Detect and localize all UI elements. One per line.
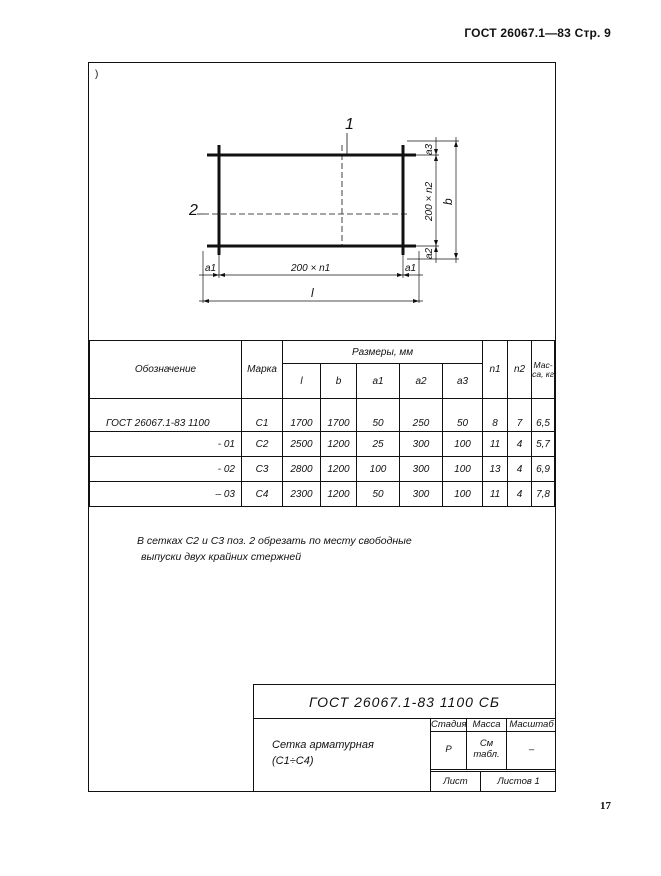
mass-label: Масса <box>467 718 507 732</box>
header-l: l <box>283 364 321 399</box>
table-row: - 01 С2 2500 1200 25 300 100 11 4 5,7 <box>90 432 555 457</box>
header-n1: n1 <box>483 341 508 399</box>
note <box>137 533 537 565</box>
page-number: 17 <box>600 800 611 812</box>
header-a1: a1 <box>357 364 400 399</box>
header-a3: a3 <box>443 364 483 399</box>
callout-1: 1 <box>345 116 354 133</box>
spec-table <box>89 340 555 507</box>
dim-a1-right: a1 <box>405 263 417 274</box>
corner-mark: ) <box>95 69 99 80</box>
table-row: - 02 С3 2800 1200 100 300 100 13 4 6,9 <box>90 457 555 482</box>
mass-value: См табл. <box>467 732 507 770</box>
drawing-frame <box>88 62 556 792</box>
dim-200n1: 200 × n1 <box>291 263 331 274</box>
header-mark: Марка <box>242 341 283 399</box>
title-divider <box>430 771 555 772</box>
document-name: Сетка арматурная (С1÷С4) <box>272 739 374 767</box>
table-row: ГОСТ 26067.1-83 1100 С1 1700 1700 50 250 50 8 7 6,5 <box>90 399 555 432</box>
note-line-1: В сетках С2 и С3 поз. 2 обрезать по месту свободные <box>137 535 412 547</box>
header-n2: n2 <box>508 341 532 399</box>
dim-a1-left: a1 <box>205 263 217 274</box>
dim-b: b <box>441 198 455 205</box>
callout-2: 2 <box>189 202 198 219</box>
header-b: b <box>321 364 357 399</box>
sheet-label: Лист <box>431 772 481 792</box>
dim-200n2: 200 × n2 <box>424 181 435 221</box>
scale-label: Масштаб <box>507 718 556 732</box>
header-mass: Мас-са, кг <box>532 341 555 399</box>
header-dimensions: Размеры, мм <box>283 341 483 364</box>
header-designation: Обозначение <box>90 341 242 399</box>
scale-value: – <box>507 732 556 770</box>
stage-value: Р <box>431 732 467 770</box>
table-row: – 03 С4 2300 1200 50 300 100 11 4 7,8 <box>90 482 555 507</box>
dim-a2: a2 <box>424 247 435 259</box>
header-a2: a2 <box>400 364 443 399</box>
title-cells <box>430 718 556 792</box>
page-header: ГОСТ 26067.1—83 Стр. 9 <box>464 26 611 40</box>
dim-l: l <box>311 286 314 300</box>
note-line-2: выпуски двух крайних стержней <box>141 551 302 563</box>
document-code: ГОСТ 26067.1-83 1100 СБ <box>254 685 555 719</box>
mesh-drawing <box>89 63 554 340</box>
dim-a3: a3 <box>424 143 435 155</box>
stage-label: Стадия <box>431 719 467 730</box>
title-block <box>253 684 555 792</box>
sheets-label: Листов 1 <box>497 776 540 787</box>
